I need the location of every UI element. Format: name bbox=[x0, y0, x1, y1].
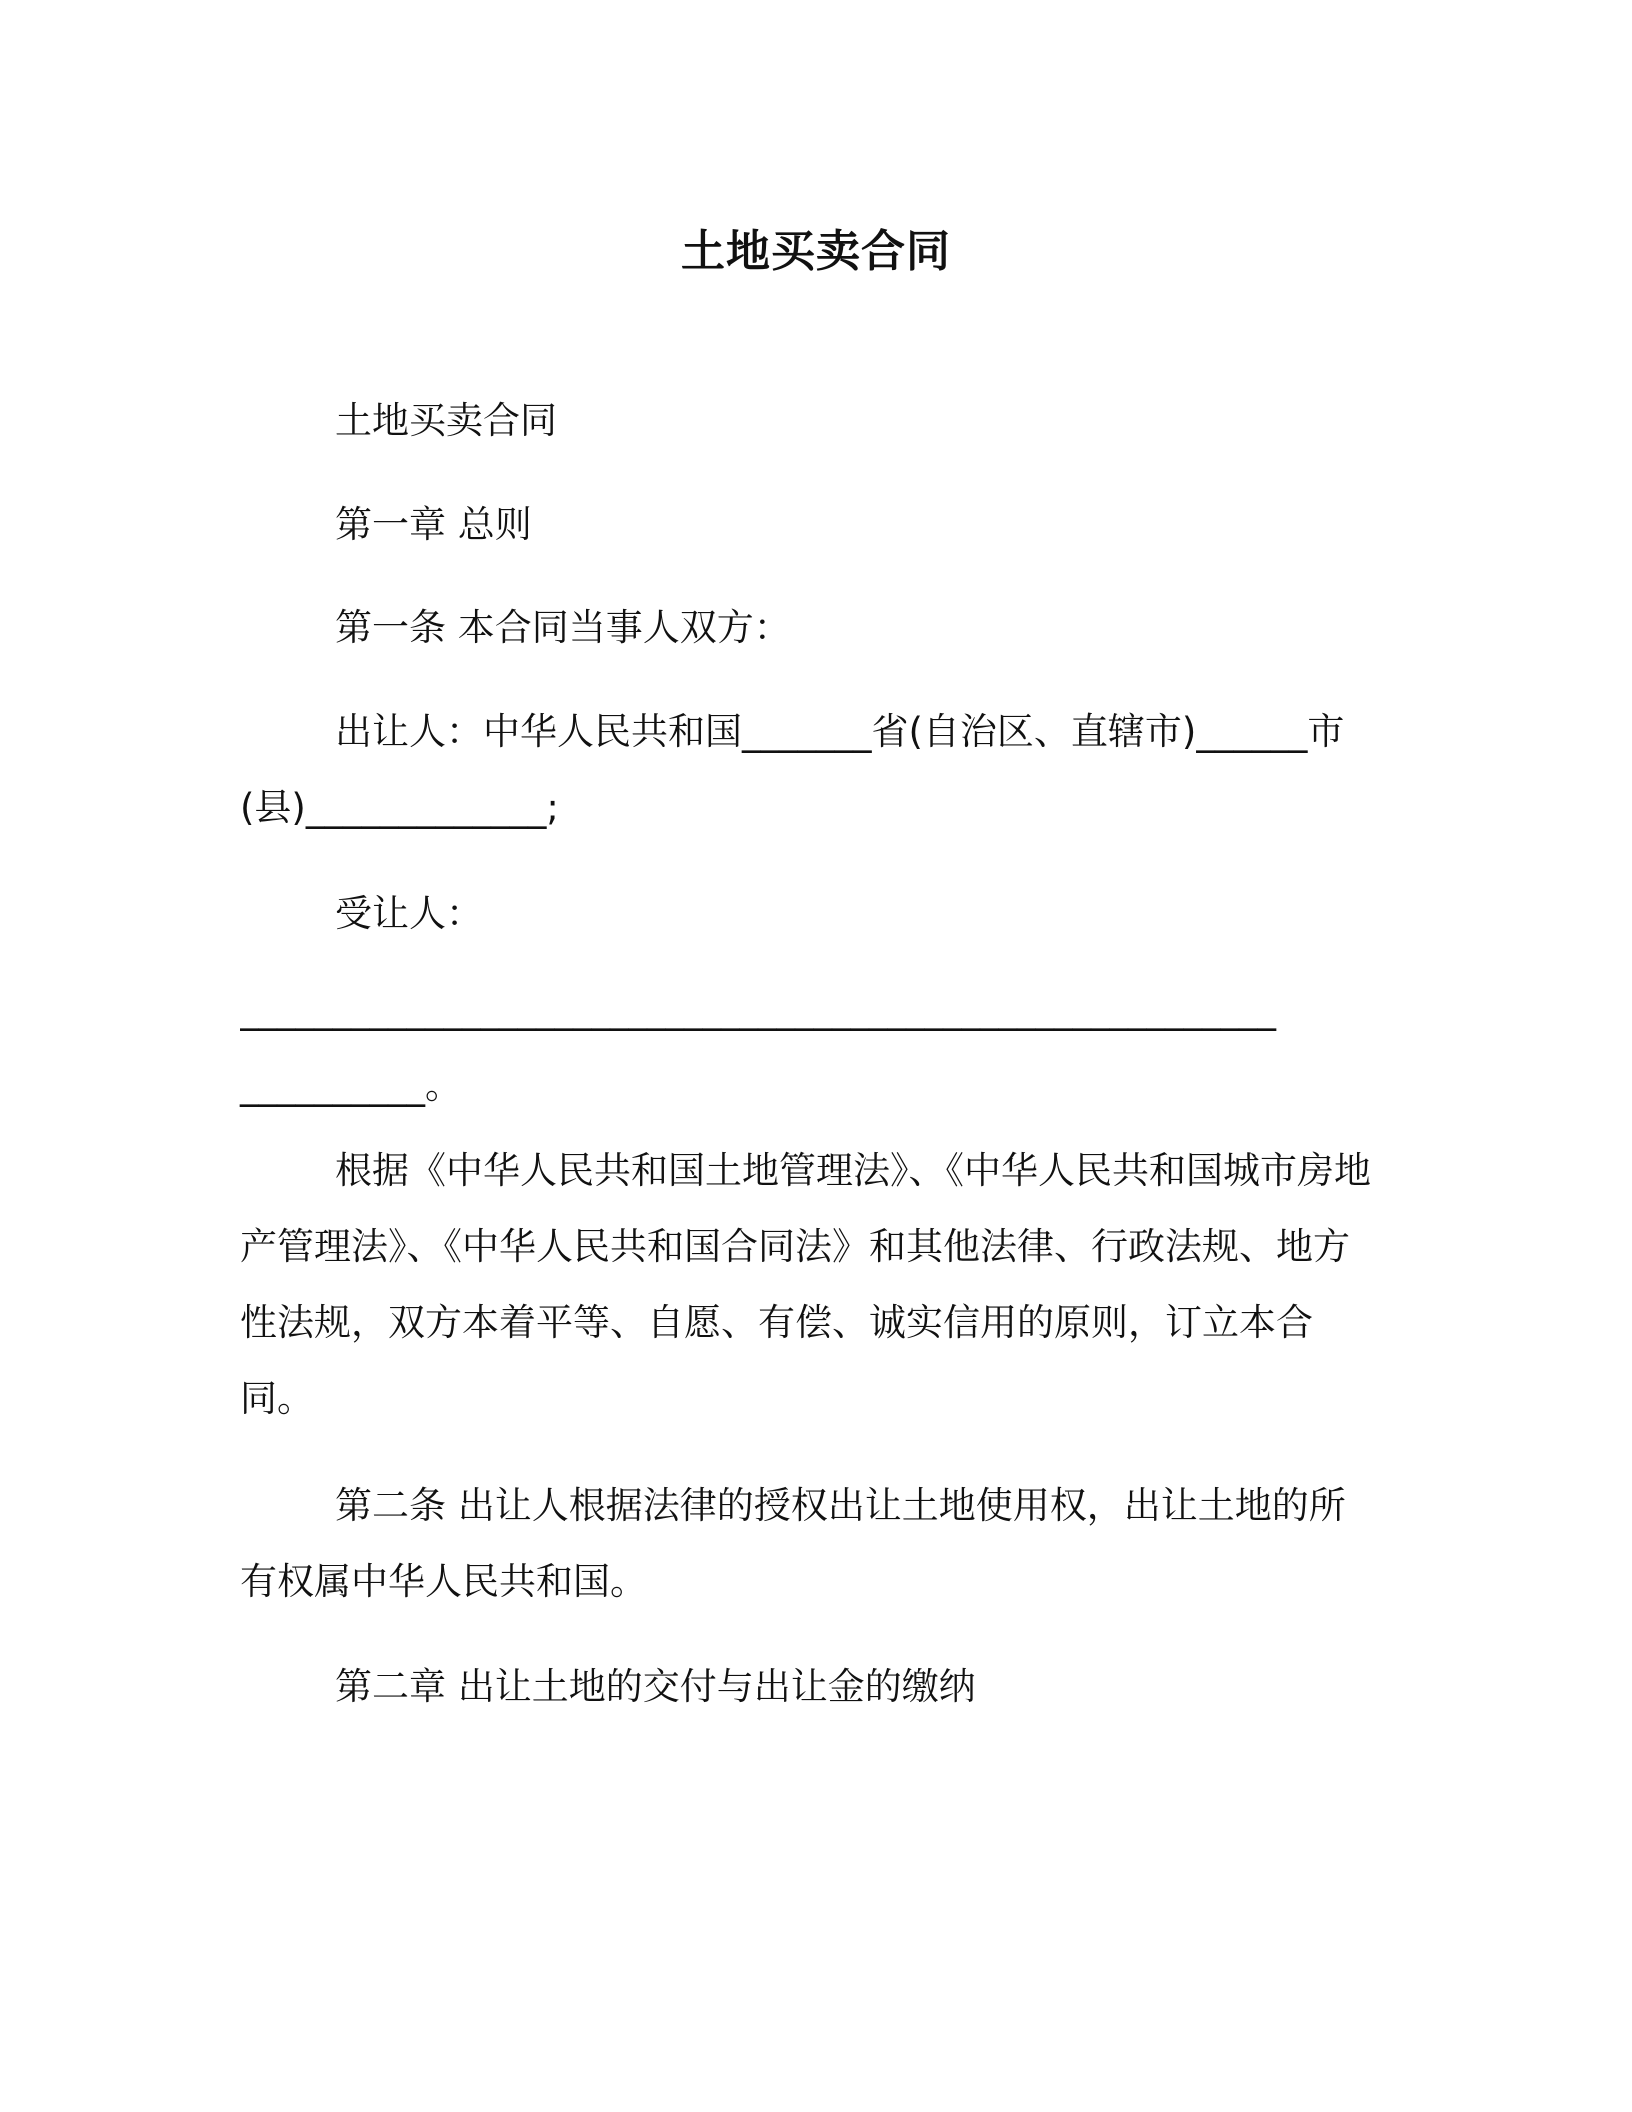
article-two-paragraph: 第二条 出让人根据法律的授权出让土地使用权，出让土地的所有权属中华人民共和国。 bbox=[240, 1484, 1346, 1603]
subtitle-paragraph: 土地买卖合同 bbox=[335, 399, 557, 442]
transferee-blank-end: __________。 bbox=[240, 1064, 462, 1107]
transferee-label: 受让人： bbox=[335, 892, 483, 935]
transferee-blank-line: ________________________________________________________ bbox=[240, 988, 1276, 1031]
basis-paragraph: 根据《中华人民共和国土地管理法》、《中华人民共和国城市房地产管理法》、《中华人民共和国合同法》和其他法律、行政法规、地方性法规，双方本着平等、自愿、有偿、诚实信用的原则，订立本合同。 bbox=[240, 1149, 1371, 1420]
chapter-two-heading: 第二章 出让土地的交付与出让金的缴纳 bbox=[335, 1665, 976, 1708]
chapter-heading: 第一章 总则 bbox=[335, 503, 532, 546]
document-title: 土地买卖合同 bbox=[681, 226, 951, 277]
transferor-paragraph: 出让人：中华人民共和国_______省(自治区、直辖市)______市(县)_____________; bbox=[240, 710, 1345, 829]
article-heading: 第一条 本合同当事人双方： bbox=[335, 606, 791, 649]
